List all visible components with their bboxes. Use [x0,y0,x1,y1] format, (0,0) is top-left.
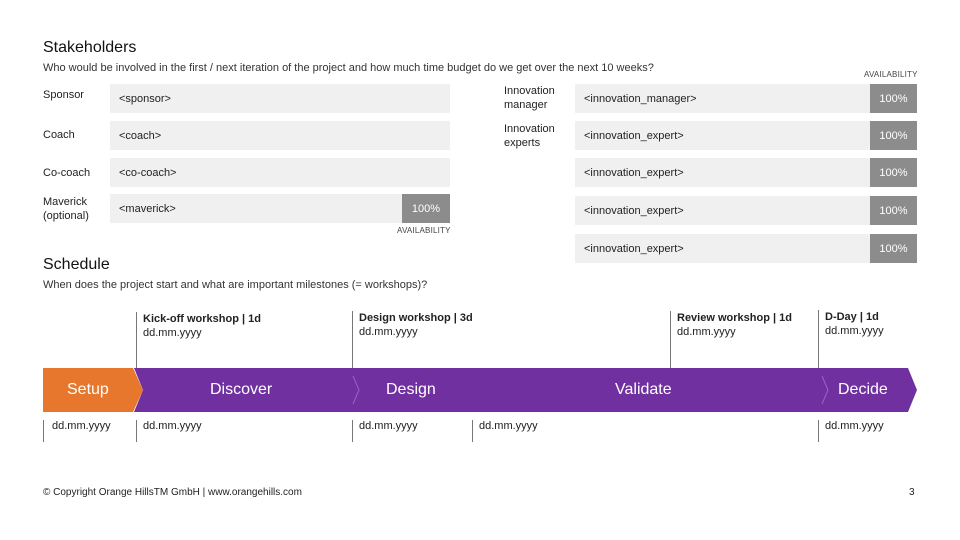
milestone-dday-name: D-Day | 1d [825,311,879,323]
milestone-review-date: dd.mm.yyyy [677,326,736,338]
stakeholders-question: Who would be involved in the first / next iteration of the project and how much time budget do we get over the next 10 weeks? [43,62,654,74]
role-field-maverick[interactable]: <maverick> [110,194,402,223]
availability-expert-2[interactable]: 100% [870,158,917,187]
role-field-sponsor[interactable]: <sponsor> [110,84,450,113]
availability-expert-1[interactable]: 100% [870,121,917,150]
role-field-coach[interactable]: <coach> [110,121,450,150]
innovation-field-expert-3[interactable]: <innovation_expert> [575,196,870,225]
footer-copyright: © Copyright Orange HillsTM GmbH | www.orangehills.com [43,487,302,498]
phase-date-validate: dd.mm.yyyy [472,420,538,442]
milestone-design-name: Design workshop | 3d [359,312,473,324]
availability-header-right: AVAILABILITY [864,70,918,79]
milestone-kickoff-date: dd.mm.yyyy [143,327,202,339]
availability-expert-3[interactable]: 100% [870,196,917,225]
schedule-question: When does the project start and what are important milestones (= workshops)? [43,279,428,291]
phase-date-setup: dd.mm.yyyy [43,420,111,442]
milestone-review-name: Review workshop | 1d [677,312,792,324]
phase-setup: Setup [67,381,109,398]
innovation-field-expert-1[interactable]: <innovation_expert> [575,121,870,150]
phase-decide: Decide [838,381,888,398]
availability-maverick[interactable]: 100% [402,194,450,223]
phase-discover: Discover [210,381,273,398]
milestone-review [670,311,815,368]
phase-date-decide: dd.mm.yyyy [818,420,884,442]
availability-expert-4[interactable]: 100% [870,234,917,263]
milestone-design-date: dd.mm.yyyy [359,326,418,338]
page-number: 3 [909,487,915,498]
milestone-design [352,311,542,368]
innovation-field-manager[interactable]: <innovation_manager> [575,84,870,113]
phase-design: Design [386,381,436,398]
availability-innovation-manager[interactable]: 100% [870,84,917,113]
phase-validate: Validate [615,381,672,398]
milestone-dday [818,310,918,368]
role-label-sponsor: Sponsor [43,89,84,101]
role-label-coach: Coach [43,129,75,141]
availability-header-left: AVAILABILITY [397,226,451,235]
innovation-field-expert-2[interactable]: <innovation_expert> [575,158,870,187]
role-field-co-coach[interactable]: <co-coach> [110,158,450,187]
innovation-label-manager: Innovation manager [504,85,555,111]
timeline-bar [0,368,960,412]
innovation-label-experts: Innovation experts [504,123,555,149]
milestone-kickoff [136,312,326,368]
innovation-field-expert-4[interactable]: <innovation_expert> [575,234,870,263]
milestone-kickoff-name: Kick-off workshop | 1d [143,313,261,325]
phase-date-discover: dd.mm.yyyy [136,420,202,442]
stakeholders-title: Stakeholders [43,39,137,56]
role-label-maverick: Maverick (optional) [43,196,89,222]
phase-date-design: dd.mm.yyyy [352,420,418,442]
schedule-title: Schedule [43,256,110,273]
role-label-co-coach: Co-coach [43,167,91,179]
milestone-dday-date: dd.mm.yyyy [825,325,884,337]
